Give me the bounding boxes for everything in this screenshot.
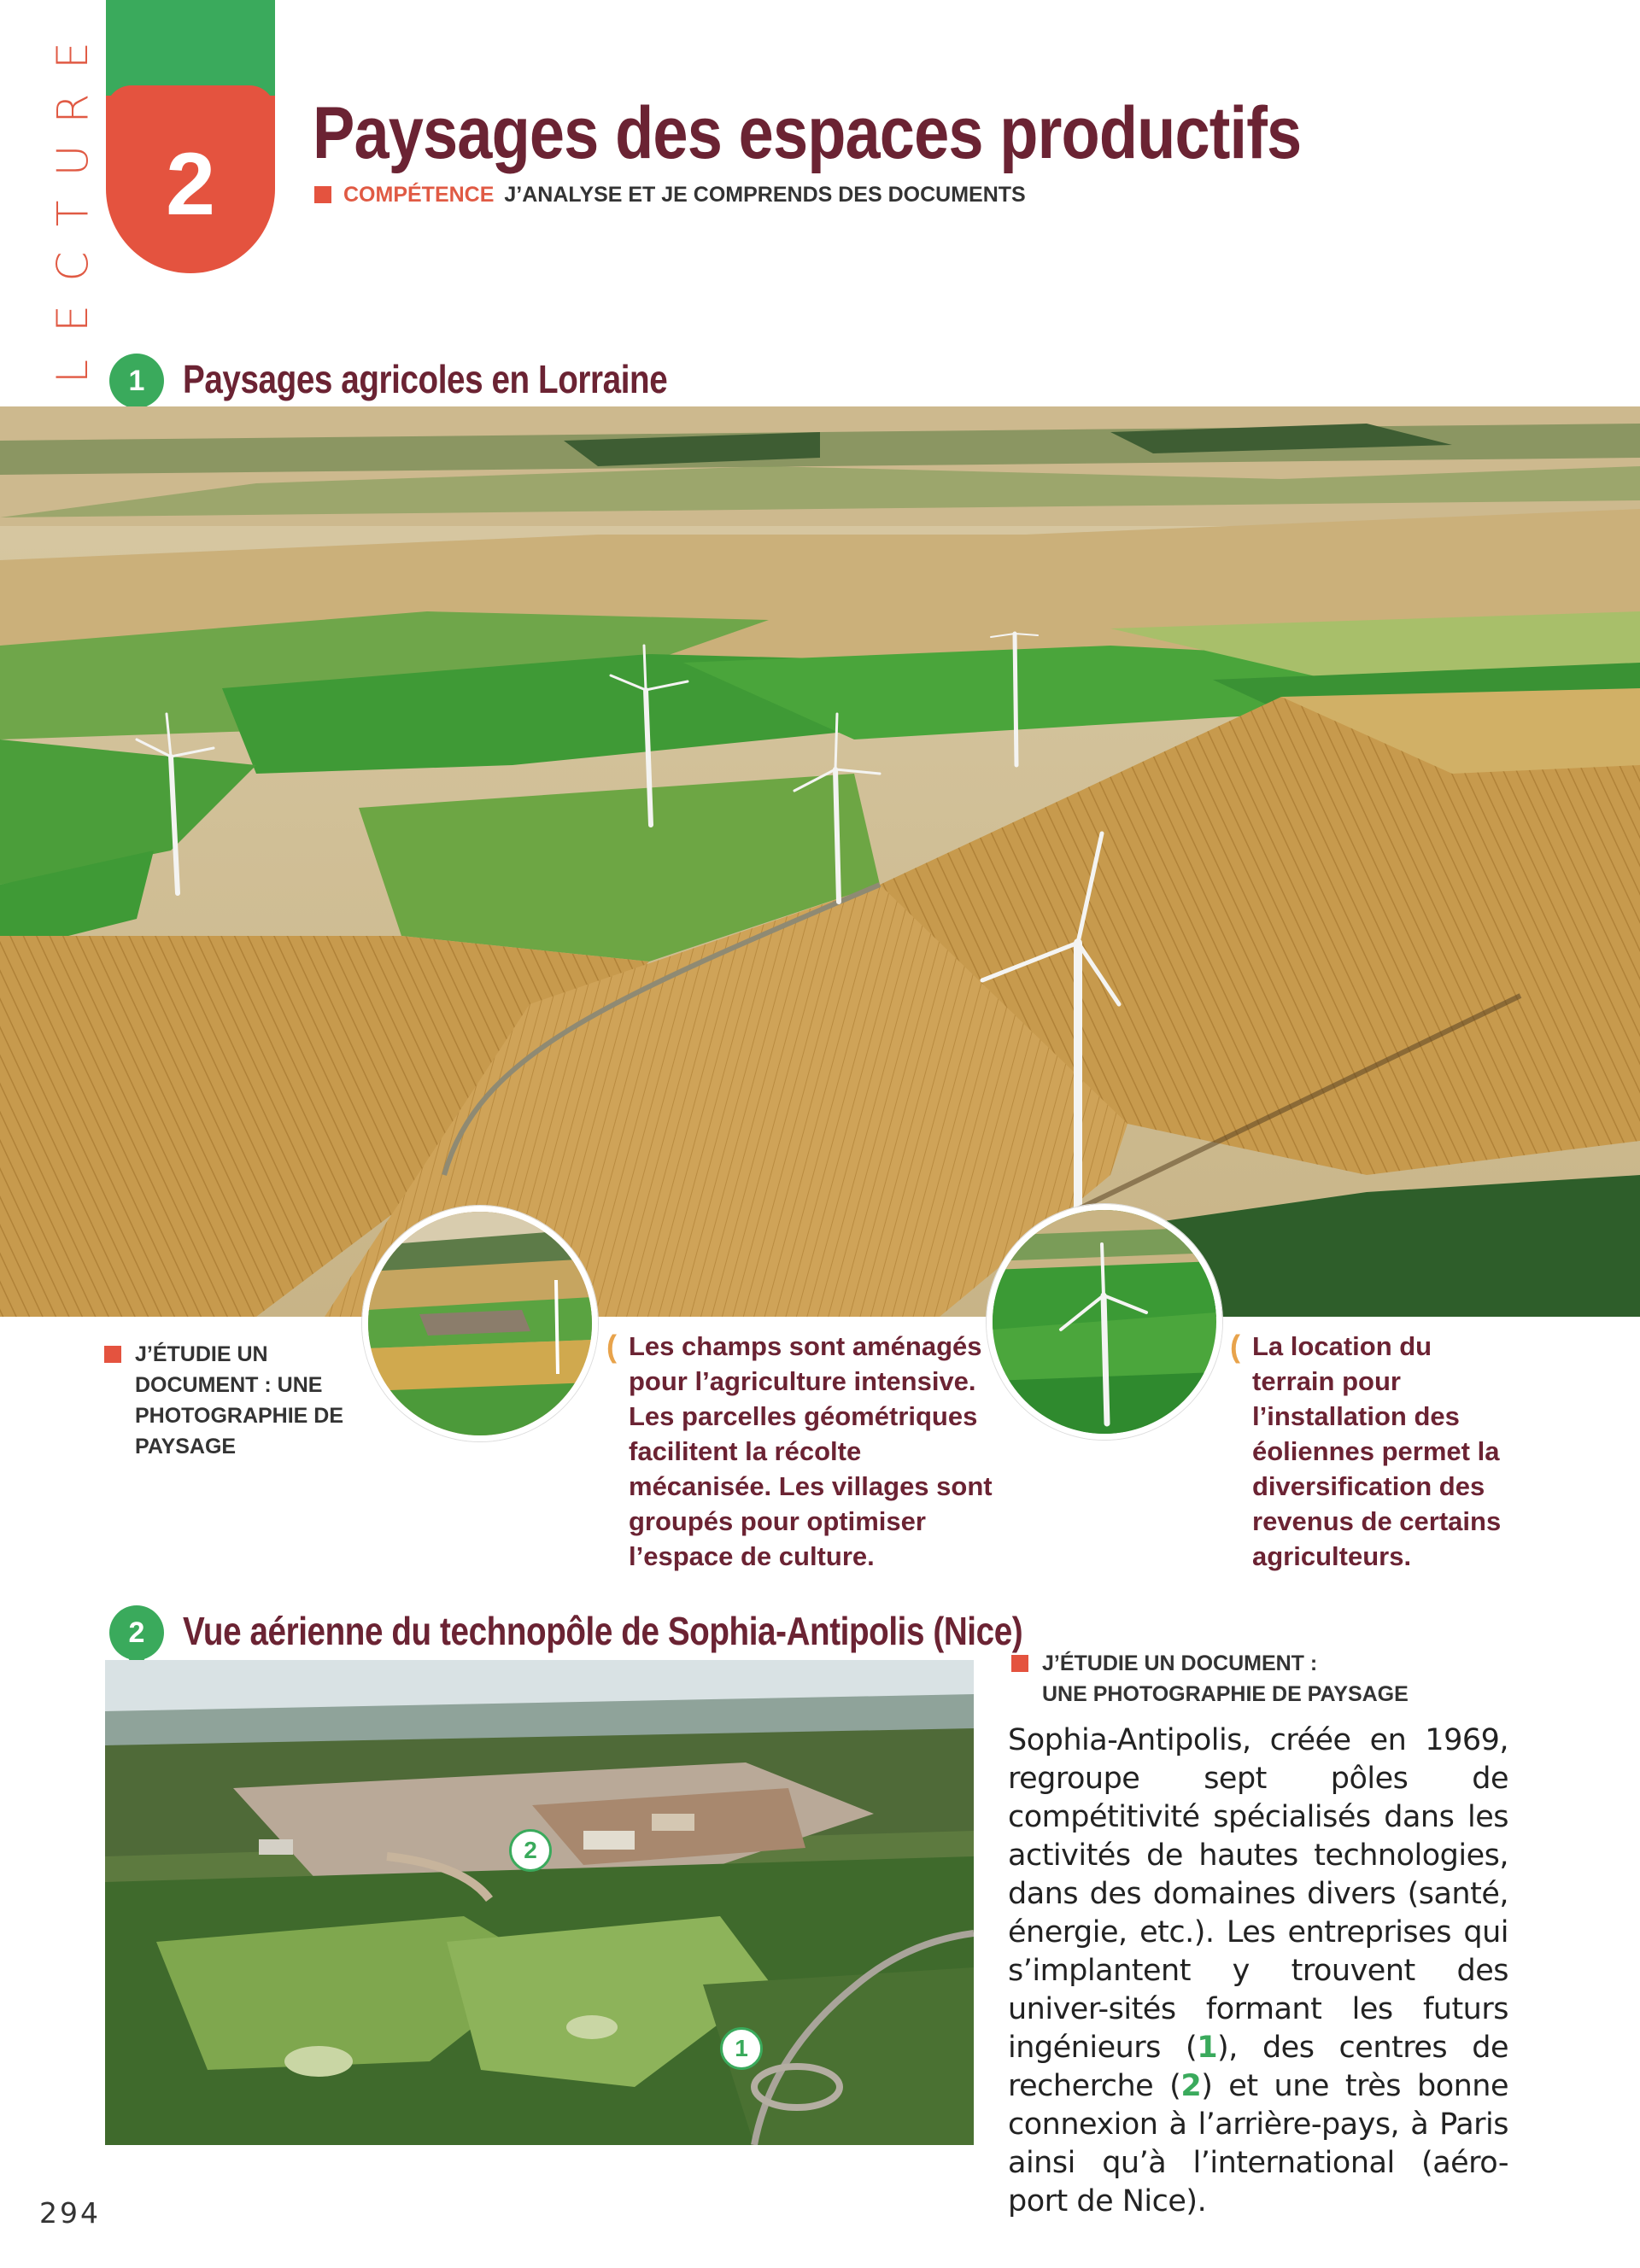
section-2-number: 2 <box>128 1616 145 1649</box>
body-text-part2: ), des centres de recherche ( <box>1008 2031 1508 2103</box>
section-1-study-label <box>104 1339 391 1462</box>
section-1-title: Paysages agricoles en Lorraine <box>183 357 668 401</box>
photo-lorraine-landscape <box>0 406 1640 1317</box>
section-1-study-text: J’ÉTUDIE UN DOCUMENT : UNE PHOTOGRAPHIE DE PAYSAGE <box>135 1342 344 1458</box>
zoom-detail-village <box>362 1206 598 1441</box>
lesson-number: 2 <box>166 134 215 234</box>
section-2-title: Vue aérienne du technopôle de Sophia-Antipolis (Nice) <box>183 1609 1023 1653</box>
zoom-detail-wind-turbine <box>987 1204 1222 1440</box>
side-letter: C <box>47 251 97 282</box>
square-bullet-icon <box>1011 1655 1028 1672</box>
photo-sophia-antipolis <box>105 1660 974 2145</box>
map-pin-1-label: 1 <box>735 2035 748 2061</box>
map-pin-2 <box>509 1829 552 1872</box>
section-2-badge <box>109 1605 164 1660</box>
competence-line <box>314 183 1026 208</box>
body-text-part3: ) et une très bonne connexion à l’arrière-pays, à Paris ainsi qu’à l’international (aéro-port de Nice). <box>1008 2069 1509 2218</box>
quote-agriculture-text: Les champs sont aménagés pour l’agriculture intensive. Les parcelles géométriques facilitent la récolte mécanisée. Les villages sont groupés pour optimiser l’espace de culture. <box>629 1331 993 1571</box>
square-bullet-icon <box>104 1346 121 1363</box>
quote-wind-turbines <box>1230 1329 1508 1574</box>
page-number: 294 <box>39 2196 101 2230</box>
reference-1: 1 <box>1197 2031 1218 2065</box>
section-2-study-line1: J’ÉTUDIE UN DOCUMENT : <box>1042 1651 1318 1675</box>
map-pin-2-label: 2 <box>524 1837 537 1863</box>
side-letter: T <box>47 200 97 227</box>
side-letter: E <box>48 305 97 333</box>
quote-mark-icon: ( <box>606 1329 617 1364</box>
body-text-part1: Sophia-Antipolis, créée en 1969, regroupe sept pôles de compétitivité spécialisés dans les activités de hautes technologies, dans des domaines divers (santé, énergie, etc.). Les entreprises qui s’implantent y trouvent des univer-sités formant les futurs ingénieurs ( <box>1008 1723 1508 2065</box>
side-letter: U <box>47 145 97 177</box>
section-1-number: 1 <box>128 364 145 397</box>
quote-agriculture <box>606 1329 996 1574</box>
competence-label: COMPÉTENCE <box>343 183 495 207</box>
side-label-lecture <box>43 34 102 393</box>
section-2-body-text <box>1008 1721 1508 2221</box>
square-bullet-icon <box>314 186 331 203</box>
section-1-badge <box>109 354 164 408</box>
section-2-study-label <box>1011 1648 1520 1710</box>
side-letter: E <box>48 42 97 69</box>
section-2-study-line2: UNE PHOTOGRAPHIE DE PAYSAGE <box>1042 1682 1409 1706</box>
competence-value: J’ANALYSE ET JE COMPRENDS DES DOCUMENTS <box>504 183 1026 207</box>
quote-wind-turbines-text: La location du terrain pour l’installation des éoliennes permet la diversification des revenus de certains agriculteurs. <box>1252 1331 1502 1571</box>
side-letter: R <box>48 93 97 124</box>
page-title: Paysages des espaces productifs <box>313 92 1302 174</box>
quote-mark-icon: ( <box>1230 1329 1240 1364</box>
lesson-number-badge <box>106 96 275 273</box>
reference-2: 2 <box>1180 2069 1202 2103</box>
map-pin-1 <box>720 2027 763 2070</box>
side-letter: L <box>47 359 97 383</box>
